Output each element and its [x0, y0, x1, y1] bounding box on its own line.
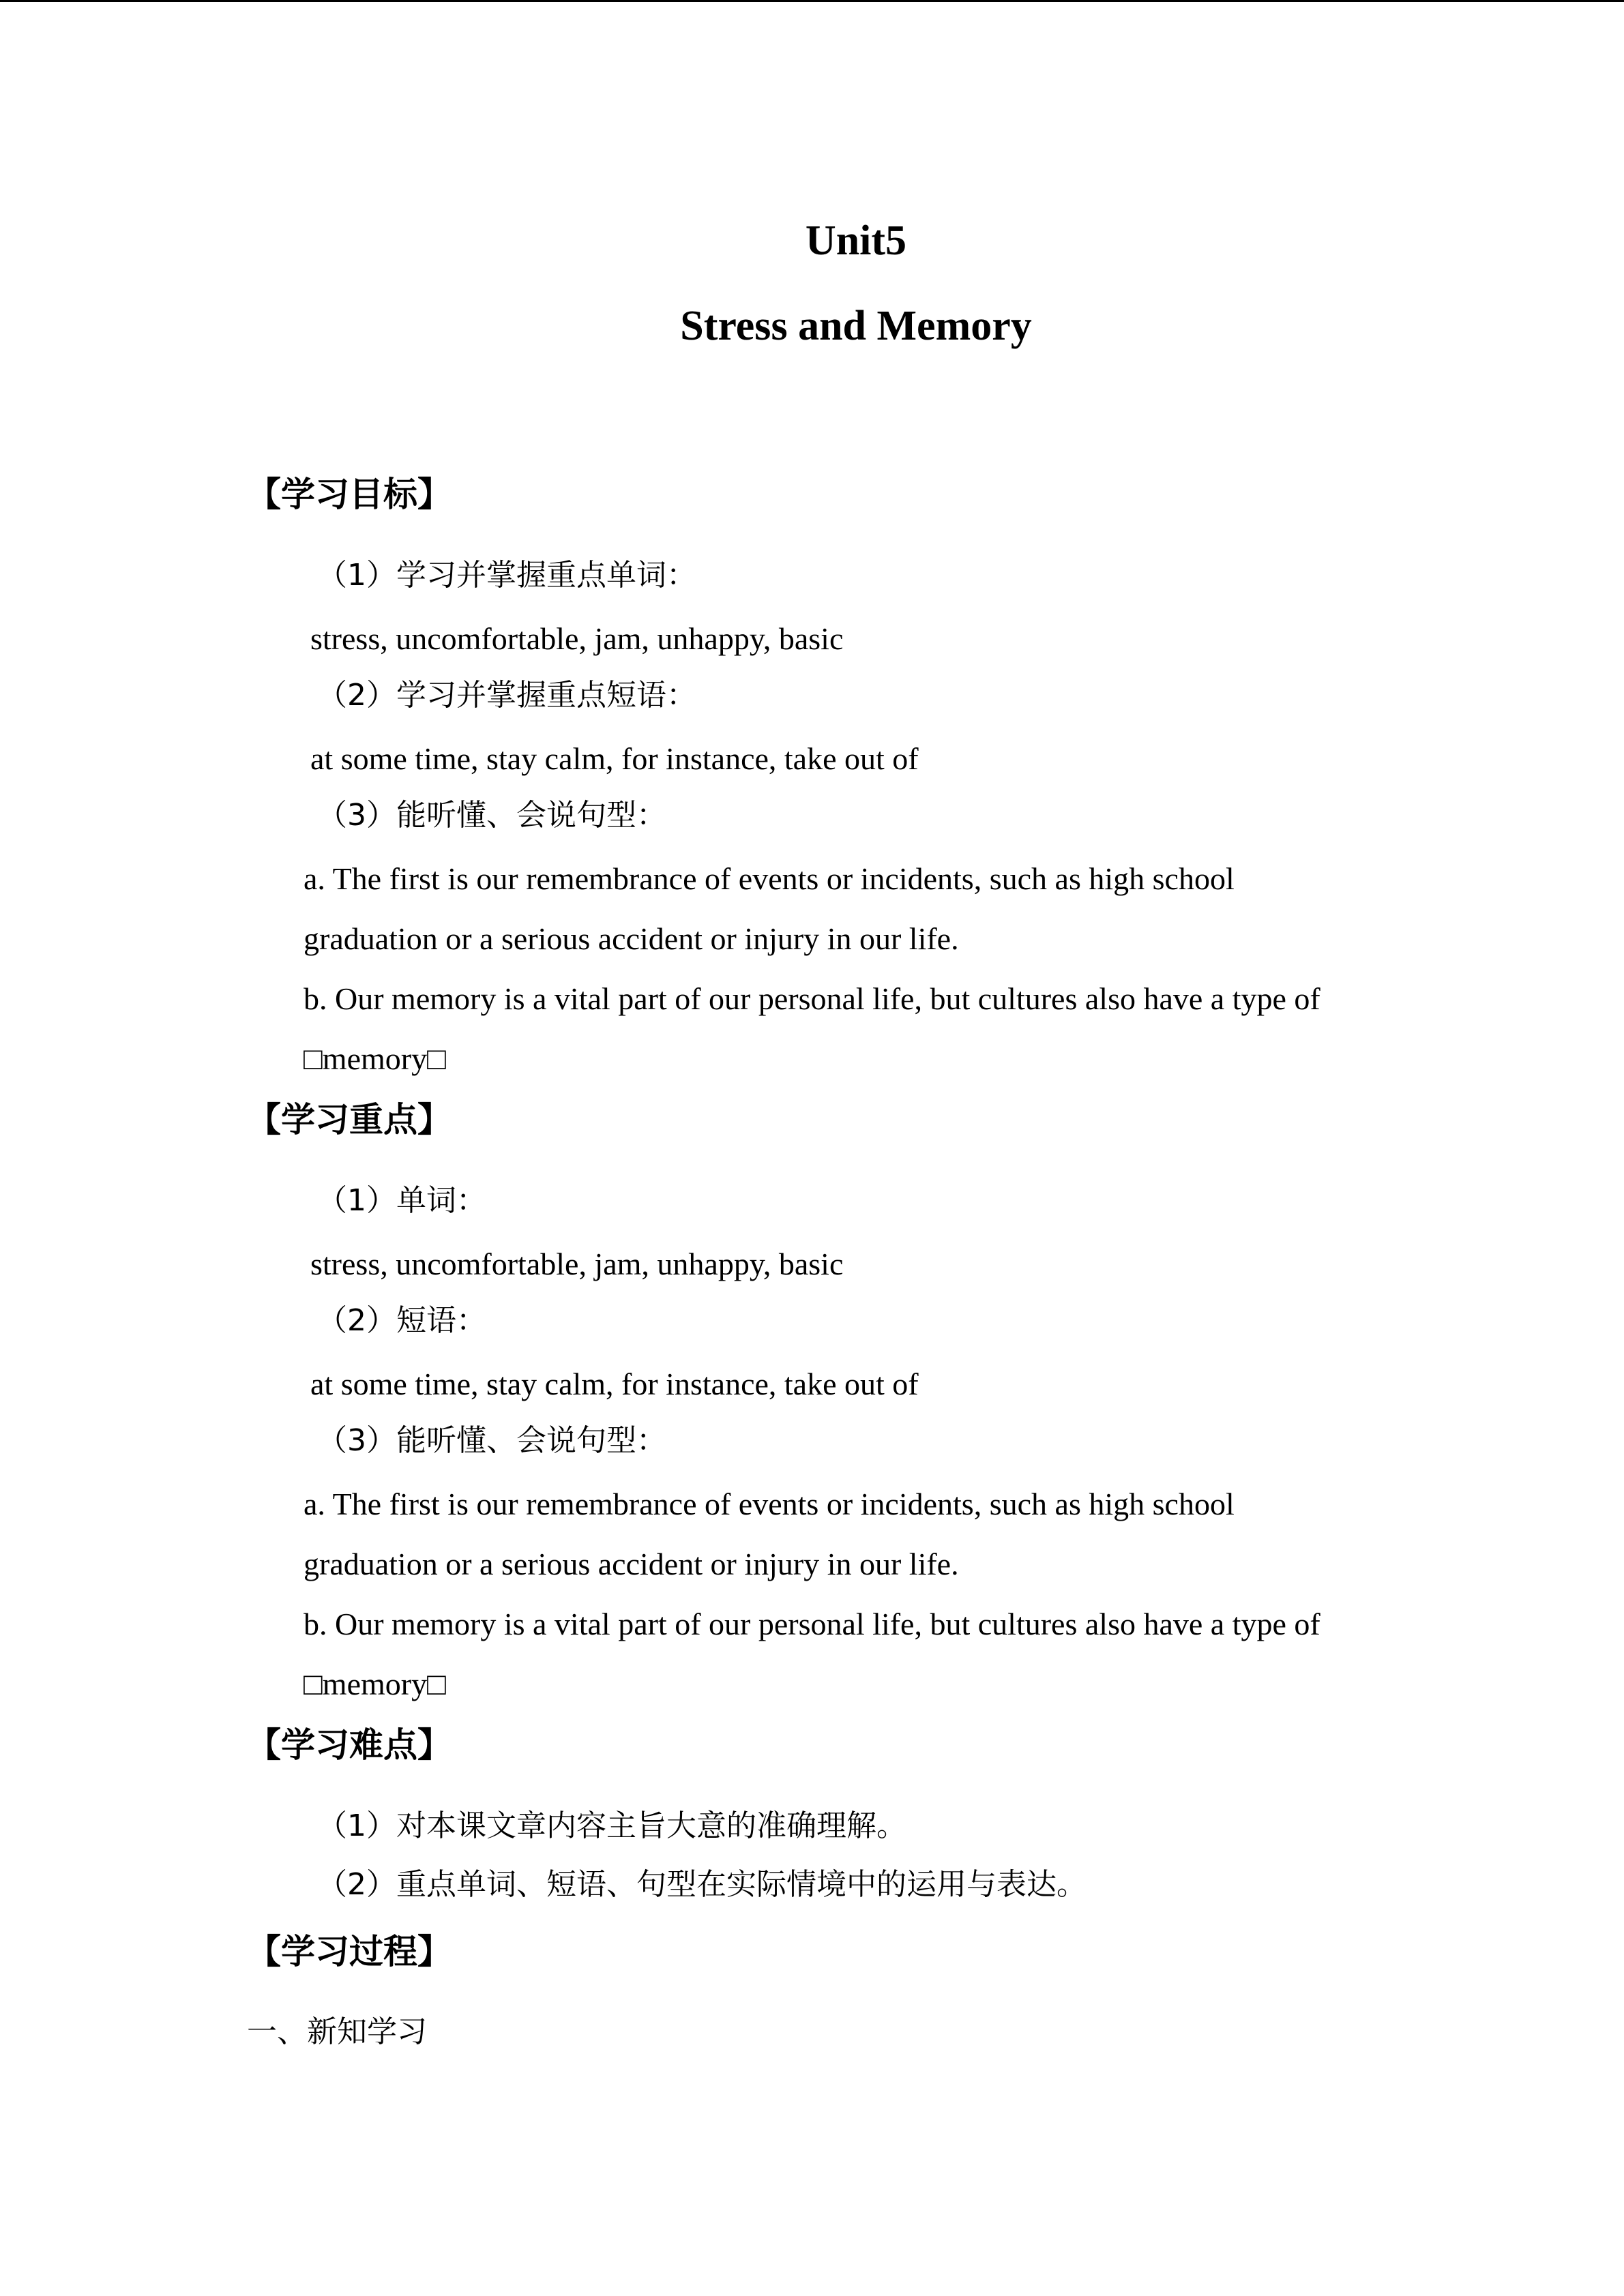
difficulties-item2: （2）重点单词、短语、句型在实际情境中的运用与表达。 [317, 1867, 1087, 1902]
process-subheading-new-knowledge: 一、新知学习 [247, 2014, 427, 2049]
objectives-sentence-a-line1: a. The first is our remembrance of events or incidents, such as high school [304, 861, 1235, 896]
section-heading-key-points: 【学习重点】 [247, 1100, 452, 1139]
objectives-sentence-b-line2: □memory□ [304, 1041, 446, 1076]
unit-title: Unit5 [805, 218, 907, 264]
key-points-item2-label: （2）短语： [317, 1303, 486, 1338]
lesson-title: Stress and Memory [680, 303, 1032, 349]
key-points-sentence-b-line1: b. Our memory is a vital part of our personal life, but cultures also have a type of [304, 1607, 1320, 1641]
key-points-item1-words: stress, uncomfortable, jam, unhappy, basic [310, 1247, 844, 1281]
objectives-sentence-b-line1: b. Our memory is a vital part of our personal life, but cultures also have a type of [304, 981, 1320, 1016]
objectives-item2-phrases: at some time, stay calm, for instance, take out of [310, 741, 919, 776]
key-points-sentence-a-line1: a. The first is our remembrance of events or incidents, such as high school [304, 1487, 1235, 1521]
key-points-item3-label: （3）能听懂、会说句型： [317, 1423, 666, 1458]
objectives-item3-label: （3）能听懂、会说句型： [317, 798, 666, 833]
section-heading-difficulties: 【学习难点】 [247, 1725, 452, 1765]
objectives-item1-label: （1）学习并掌握重点单词： [317, 558, 696, 593]
objectives-item1-words: stress, uncomfortable, jam, unhappy, basic [310, 621, 844, 656]
objectives-item2-label: （2）学习并掌握重点短语： [317, 678, 696, 713]
section-heading-objectives: 【学习目标】 [247, 475, 452, 514]
key-points-item2-phrases: at some time, stay calm, for instance, take out of [310, 1367, 919, 1401]
difficulties-item1: （1）对本课文章内容主旨大意的准确理解。 [317, 1808, 906, 1843]
key-points-sentence-b-line2: □memory□ [304, 1667, 446, 1701]
section-heading-process: 【学习过程】 [247, 1932, 452, 1971]
objectives-sentence-a-line2: graduation or a serious accident or injury in our life. [304, 921, 959, 956]
key-points-item1-label: （1）单词： [317, 1183, 486, 1218]
key-points-sentence-a-line2: graduation or a serious accident or injury in our life. [304, 1547, 959, 1581]
